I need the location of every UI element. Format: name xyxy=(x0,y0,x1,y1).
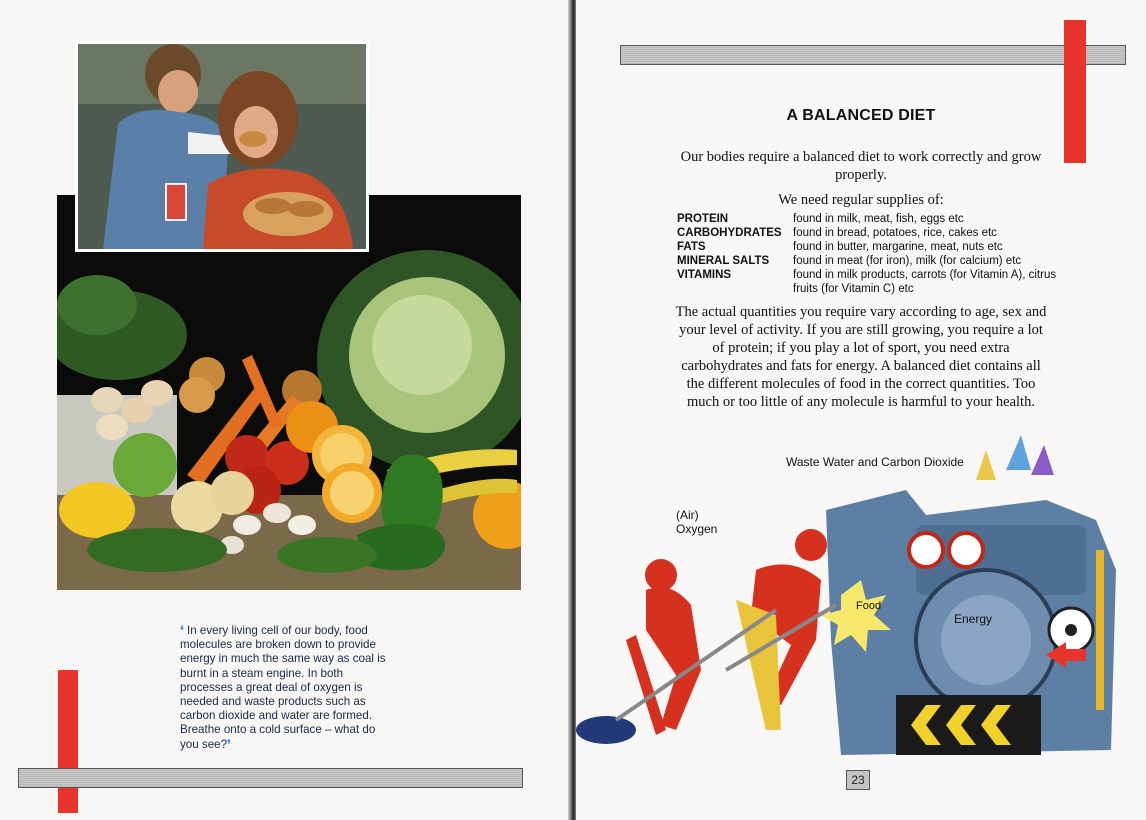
nutrient-name: PROTEIN xyxy=(677,213,729,225)
caption-quote xyxy=(180,624,390,752)
intro-text: Our bodies require a balanced diet to work correctly and grow properly. xyxy=(680,149,1042,183)
nutrient-row xyxy=(677,268,1057,296)
metabolism-illustration xyxy=(576,430,1146,770)
food-label: Food xyxy=(856,600,882,612)
nutrient-row xyxy=(677,212,1057,226)
top-grey-bar xyxy=(620,45,1126,65)
open-quote-mark: ❛ xyxy=(180,624,184,637)
body-text: The actual quantities you require vary according to age, sex and your level of activity. If you are still growing, you require a lot of protein; if you play a lot of sport, you need extra carbohydrates and fats for energy. A balanced diet contains all the different molecules of food in the correct quantities. Too much or too little of any molecule is harmful to your health. xyxy=(675,304,1047,410)
page-title: A BALANCED DIET xyxy=(786,107,936,124)
right-red-accent xyxy=(1064,20,1086,163)
nutrient-desc: found in meat (for iron), milk (for calcium) etc xyxy=(793,255,1022,267)
waste-label: Waste Water and Carbon Dioxide xyxy=(786,455,964,469)
caption-text: In every living cell of our body, food molecules are broken down to provide energy in much the same way as coal is burnt in a steam engine. In both processes a great deal of oxygen is needed and waste products such as carbon dioxide and water are formed. Breathe onto a cold surface – what do you see? xyxy=(180,624,386,751)
nutrient-row xyxy=(677,254,1057,268)
nutrient-name: CARBOHYDRATES xyxy=(677,227,782,239)
nutrient-row xyxy=(677,226,1057,240)
close-quote-mark: ❜ xyxy=(227,737,231,751)
page-number: 23 xyxy=(846,770,870,790)
nutrient-desc: found in milk, meat, fish, eggs etc xyxy=(793,213,964,225)
oxygen-label: Oxygen xyxy=(676,522,718,536)
couple-eating-photo xyxy=(75,41,369,252)
left-grey-bar xyxy=(18,768,523,788)
nutrient-desc: found in bread, potatoes, rice, cakes etc xyxy=(793,227,997,239)
nutrient-row xyxy=(677,240,1057,254)
vegetables-photo xyxy=(57,195,521,590)
left-red-accent xyxy=(58,670,78,813)
needs-heading: We need regular supplies of: xyxy=(778,192,944,208)
air-label: (Air) xyxy=(676,508,699,522)
nutrient-name: FATS xyxy=(677,241,706,253)
nutrient-name: VITAMINS xyxy=(677,269,732,281)
left-page xyxy=(0,0,570,820)
nutrient-desc: found in milk products, carrots (for Vitamin A), citrus fruits (for Vitamin C) etc xyxy=(793,269,1057,295)
energy-label: Energy xyxy=(954,612,993,626)
nutrient-desc: found in butter, margarine, meat, nuts etc xyxy=(793,241,1003,253)
right-page xyxy=(576,0,1146,820)
nutrient-name: MINERAL SALTS xyxy=(677,255,770,267)
nutrient-list xyxy=(677,212,1057,296)
